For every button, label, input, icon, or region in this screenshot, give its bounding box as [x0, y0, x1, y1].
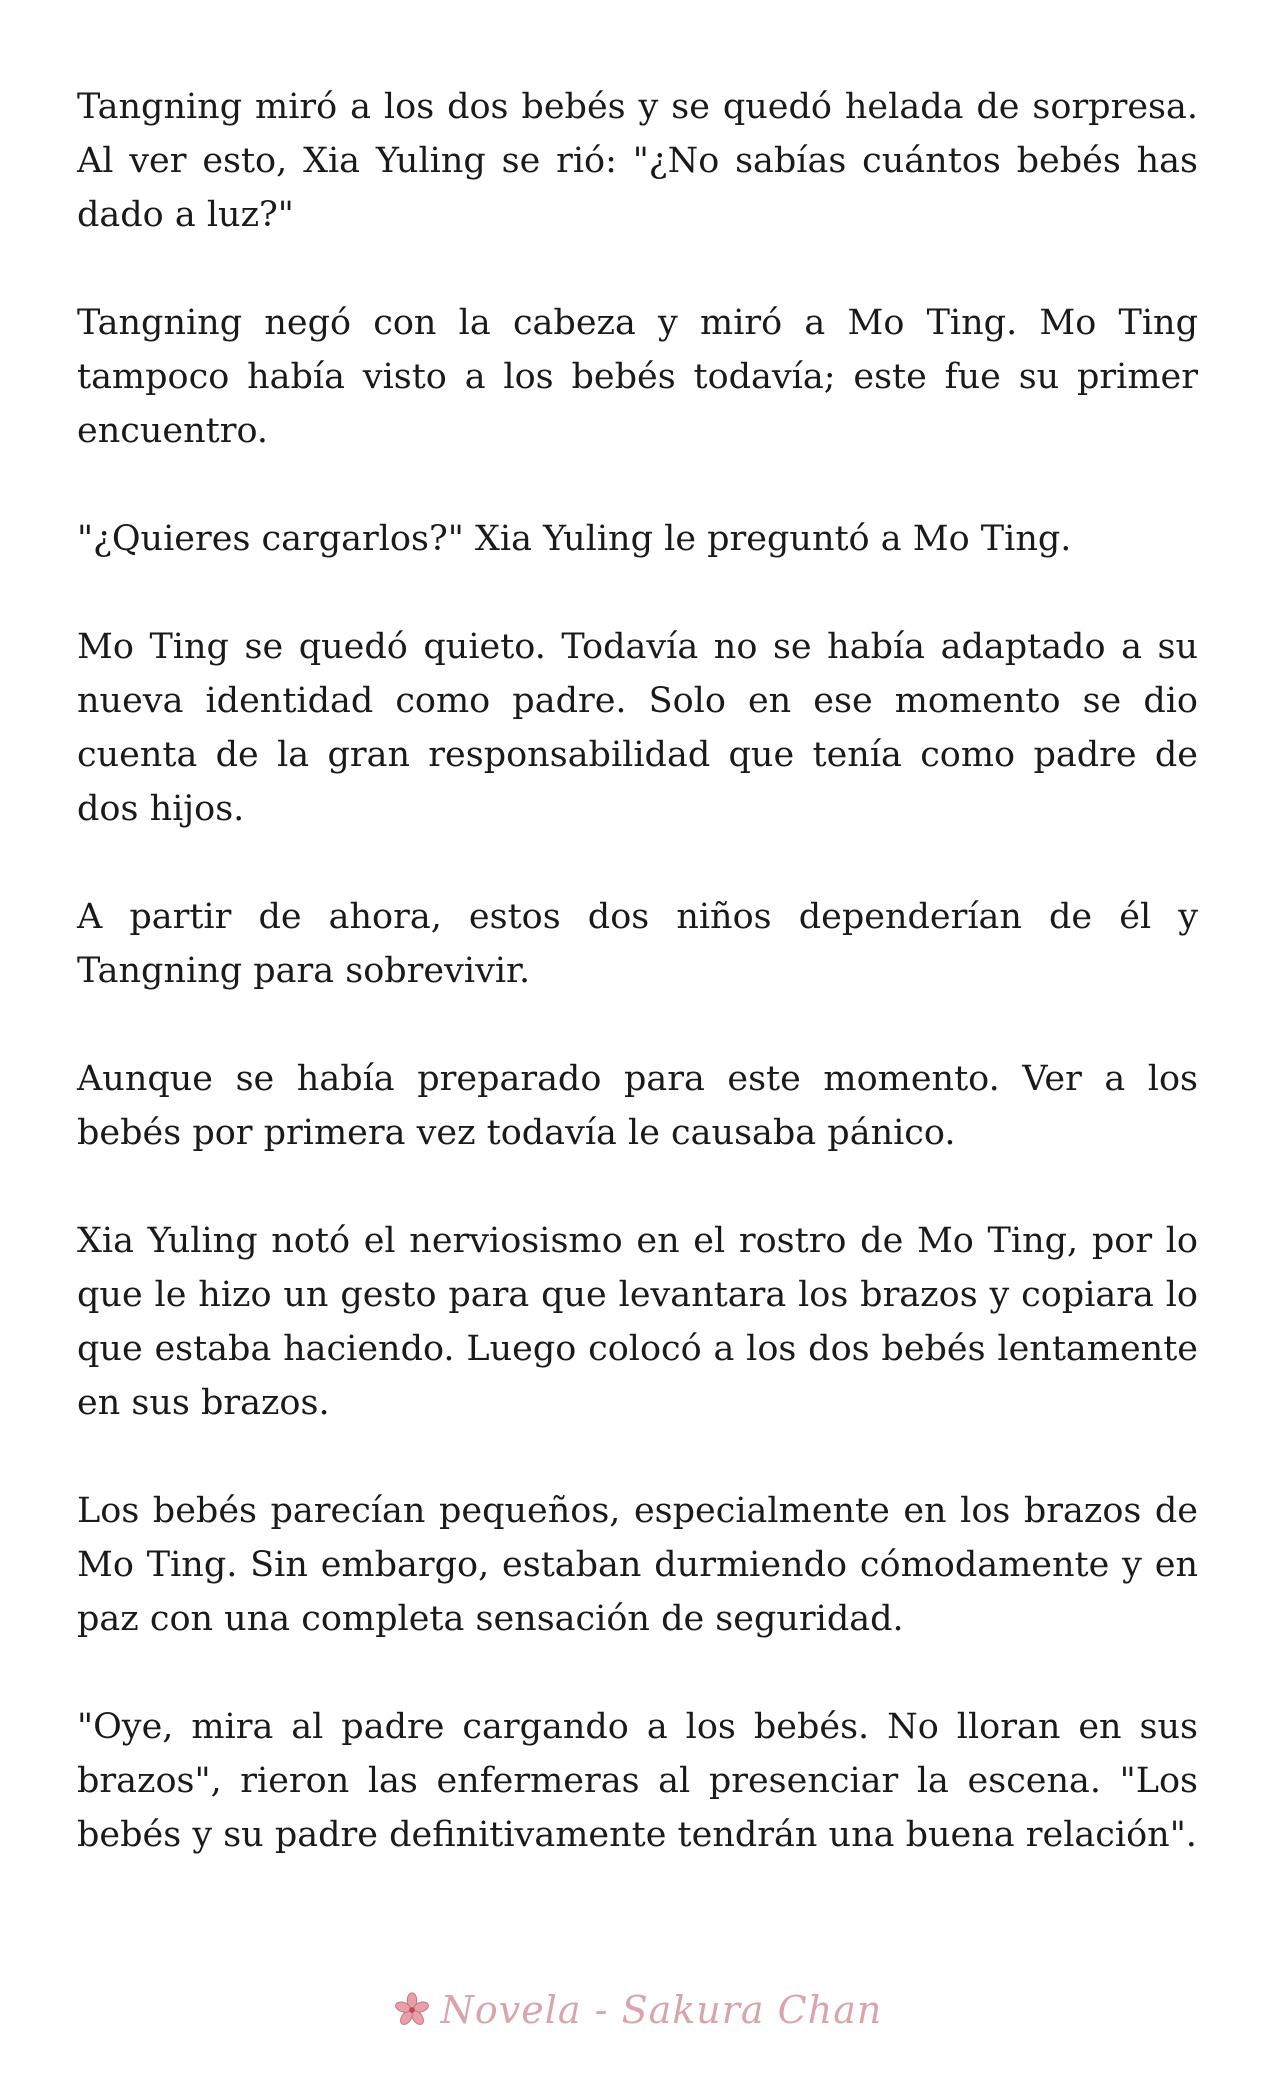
paragraph: Mo Ting se quedó quieto. Todavía no se había adaptado a su nueva identidad como padre. Solo en ese momento se dio cuenta de la gran responsabilidad que tenía como padre de dos hijos. [77, 627, 1198, 829]
paragraph: "Oye, mira al padre cargando a los bebés. No lloran en sus brazos", rieron las enfermeras al presenciar la escena. "Los bebés y su padre definitivamente tendrán una buena relación". [77, 1707, 1198, 1855]
watermark [0, 1980, 1275, 2040]
paragraph: Xia Yuling notó el nerviosismo en el rostro de Mo Ting, por lo que le hizo un gesto para que levantara los brazos y copiara lo que estaba haciendo. Luego colocó a los dos bebés lentamente en sus brazos. [77, 1221, 1198, 1423]
paragraph: Los bebés parecían pequeños, especialmente en los brazos de Mo Ting. Sin embargo, estaban durmiendo cómodamente y en paz con una completa sensación de seguridad. [77, 1491, 1198, 1639]
paragraph: Aunque se había preparado para este momento. Ver a los bebés por primera vez todavía le causaba pánico. [77, 1059, 1198, 1153]
sakura-flower-icon [393, 1991, 431, 2029]
paragraph: Tangning negó con la cabeza y miró a Mo Ting. Mo Ting tampoco había visto a los bebés todavía; este fue su primer encuentro. [77, 303, 1198, 451]
paragraph: A partir de ahora, estos dos niños dependerían de él y Tangning para sobrevivir. [77, 897, 1198, 991]
text-body [77, 80, 1198, 1916]
watermark-text: Novela - Sakura Chan [440, 1988, 883, 2032]
paragraph: "¿Quieres cargarlos?" Xia Yuling le preguntó a Mo Ting. [77, 519, 1072, 559]
paragraph: Tangning miró a los dos bebés y se quedó helada de sorpresa. Al ver esto, Xia Yuling se rió: "¿No sabías cuántos bebés has dado a luz?" [77, 87, 1198, 235]
